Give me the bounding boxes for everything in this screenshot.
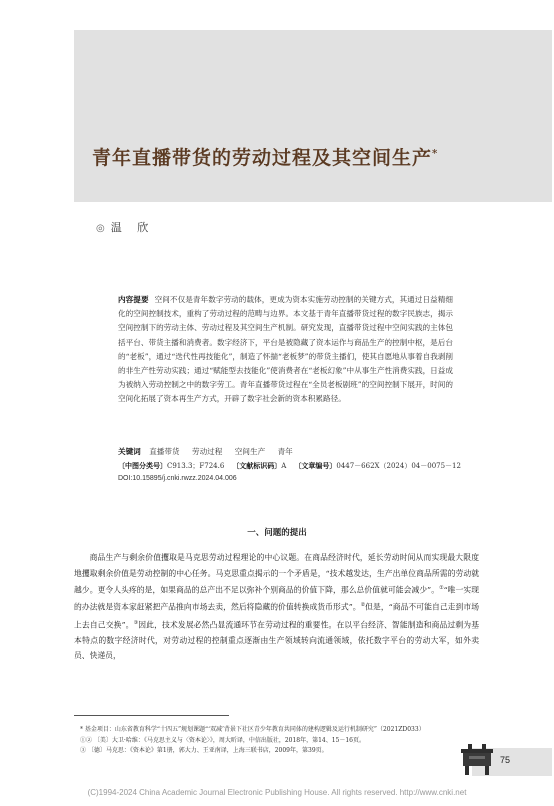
- bronze-vessel-icon: [459, 742, 495, 776]
- classification-line: [118, 461, 461, 471]
- footnote-item: ③ 〔德〕马克思：《资本论》第1册，郭大力、王亚南译，上海三联书店，2009年，第39页。: [80, 747, 328, 754]
- author-bullet-icon: ◎: [96, 223, 105, 234]
- keyword: 青年: [277, 447, 293, 456]
- header-banner: [74, 30, 552, 202]
- copyright-footer: (C)1994-2024 China Academic Journal Electronic Publishing House. All rights reserved. http://www.cnki.net: [87, 788, 467, 797]
- body-text: [74, 550, 479, 664]
- keywords: [118, 446, 303, 457]
- keywords-label: 关键词: [118, 447, 141, 456]
- abstract-text: 空间不仅是青年数字劳动的载体，更成为资本实施劳动控制的关键方式，其通过日益精细化的空间控制技术，重构了劳动过程的范畴与边界。本文基于青年直播带货过程的数字民族志，揭示空间控制下的劳动主体、劳动过程及其空间生产机制。研究发现，直播带货过程中空间实践的主体包括平台、带货主播和消费者。数字经济下，平台是被隐藏了资本运作与商品生产的控制中枢，是后台的“老板”，通过“迭代性再技能化”，制造了怀揣“老板梦”的带货主播们，使其自愿地从事着自我剥削的非生产性劳动实践；通过“赋能型去技能化”使消费者在“老板幻象”中从事生产性消费实践，日益成为被纳入劳动控制之中的数字劳工。青年直播带货过程在“全员老板剧班”的空间控制下展开，时间的空间化拓展了资本再生产方式，开辟了数字社会新的资本积累路径。: [118, 295, 454, 404]
- article-title: 青年直播带货的劳动过程及其空间生产*: [92, 147, 439, 169]
- keyword: 直播带货: [149, 447, 180, 456]
- article-number-value: 0447－662X（2024）04－0075－12: [336, 462, 461, 470]
- clc-label: 〔中图分类号〕: [118, 462, 167, 470]
- clc-value: C913.3；F724.6: [167, 462, 225, 470]
- footnote-ref[interactable]: ①: [439, 585, 444, 592]
- footnote-item: ①② 〔美〕大卫·哈维：《马克思主义与〈资本论〉》，周大昕译，中信出版社，2018年，第14、15－16页。: [80, 736, 365, 744]
- keyword: 空间生产: [234, 447, 266, 456]
- author-name: 温 欣: [110, 221, 155, 234]
- footnotes: [80, 725, 480, 757]
- paragraph: 商品生产与剩余价值攫取是马克思劳动过程理论的中心议题。在商品经济时代，延长劳动时间从而实现最大限度地攫取剩余价值是劳动控制的中心任务。马克思重点揭示的一个矛盾是，“技术越发达，生产出单位商品所需的劳动就越少。更令人头疼的是，如果商品的总产出不足以弥补个别商品的价值下降，那么总价值就可能会减少”。①“唯一实现的办法就是资本家赶紧把产品推向市场去卖，然后将隐藏的价值转换成货币形式”。②但是，“商品不可能自己走到市场上去自己交换”。③因此，技术发展必然凸显流通环节在劳动过程的重要性。在以平台经济、智能制造和商品过剩为基本特点的数字经济时代，对劳动过程的控制重点逐渐由生产领域转向流通领域，依托数字平台的劳动大军，如外卖员、快递员，: [74, 553, 480, 661]
- doc-code-value: A: [281, 462, 287, 470]
- section-heading: 一、问题的提出: [247, 528, 307, 538]
- abstract-label: 内容提要: [118, 295, 149, 304]
- article-number-label: 〔文章编号〕: [294, 462, 337, 470]
- footnote-ref[interactable]: ③: [133, 619, 139, 626]
- doi: DOI:10.15895/j.cnki.rwzz.2024.04.006: [118, 475, 237, 482]
- keyword: 劳动过程: [192, 447, 223, 456]
- abstract: [118, 293, 453, 407]
- page-number: 75: [500, 755, 511, 765]
- footnote-ref[interactable]: ②: [360, 602, 366, 609]
- footnote-divider: [74, 715, 229, 716]
- footnote-item: * 基金项目：山东省教育科学“十四五”规划课题“‘双减’背景下社区青少年教育共同体的建构逻辑及运行机制研究”（2021ZD033）: [80, 726, 425, 733]
- doc-code-label: 〔文献标识码〕: [232, 462, 282, 470]
- author-line: [96, 219, 154, 235]
